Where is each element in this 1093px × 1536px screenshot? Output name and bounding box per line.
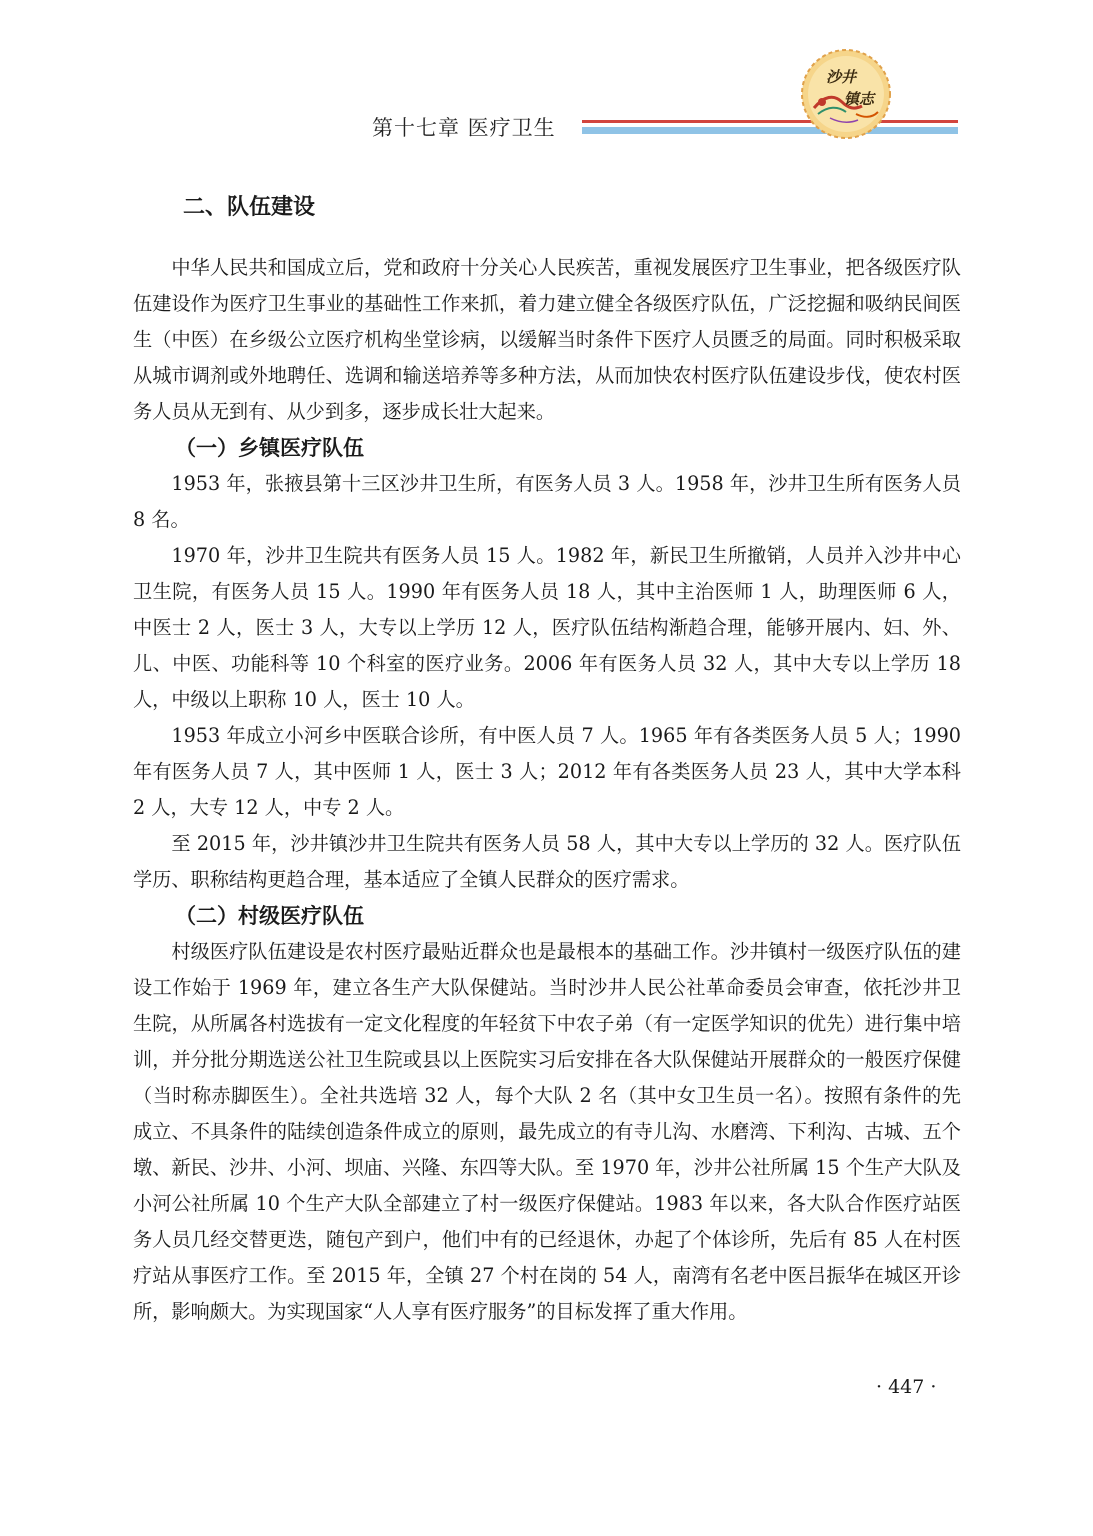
header-rule-blue: [582, 127, 958, 134]
paragraph: 1970 年，沙井卫生院共有医务人员 15 人。1982 年，新民卫生所撤销，人员并入沙井中心卫生院，有医务人员 15 人。1990 年有医务人员 18 人，其中主治医师 1 人，助理医师 6 人，中医士 2 人，医士 3 人，大专以上学历 12 人，医疗队伍结构渐趋合理，能够开展内、妇、外、儿、中医、功能科等 10 个科室的医疗业务。2006 年有医务人员 32 人，其中大专以上学历 18 人，中级以上职称 10 人，医士 10 人。: [133, 544, 961, 711]
seal-text-line1: 沙井: [826, 68, 857, 86]
page-content: [133, 188, 961, 1330]
paragraph: 1953 年，张掖县第十三区沙井卫生所，有医务人员 3 人。1958 年，沙井卫生所有医务人员 8 名。: [133, 472, 961, 531]
section-title: 二、队伍建设: [183, 195, 316, 220]
seal-text: [800, 48, 892, 140]
page-header: [0, 0, 1093, 170]
paragraph: 1953 年成立小河乡中医联合诊所，有中医人员 7 人。1965 年有各类医务人员 5 人；1990 年有医务人员 7 人，其中医师 1 人，医士 3 人；2012 年有各类医务人员 23 人，其中大学本科 2 人，大专 12 人，中专 2 人。: [133, 724, 961, 819]
chapter-title: 第十七章 医疗卫生: [372, 116, 556, 140]
header-rule-red: [582, 120, 958, 123]
page-number: · 447 ·: [876, 1376, 937, 1398]
town-gazette-seal-icon: [800, 48, 892, 140]
section-intro-paragraph: 中华人民共和国成立后，党和政府十分关心人民疾苦，重视发展医疗卫生事业，把各级医疗队伍建设作为医疗卫生事业的基础性工作来抓，着力建立健全各级医疗队伍，广泛挖掘和吸纳民间医生（中医）在乡级公立医疗机构坐堂诊病，以缓解当时条件下医疗人员匮乏的局面。同时积极采取从城市调剂或外地聘任、选调和输送培养等多种方法，从而加快农村医疗队伍建设步伐，使农村医务人员从无到有、从少到多，逐步成长壮大起来。: [133, 256, 961, 423]
paragraph: 至 2015 年，沙井镇沙井卫生院共有医务人员 58 人，其中大专以上学历的 32 人。医疗队伍学历、职称结构更趋合理，基本适应了全镇人民群众的医疗需求。: [133, 832, 961, 891]
subsection-title-township: （一）乡镇医疗队伍: [175, 436, 364, 460]
seal-text-line2: 镇志: [844, 90, 875, 108]
subsection-title-village: （二）村级医疗队伍: [175, 904, 364, 928]
paragraph: 村级医疗队伍建设是农村医疗最贴近群众也是最根本的基础工作。沙井镇村一级医疗队伍的建设工作始于 1969 年，建立各生产大队保健站。当时沙井人民公社革命委员会审查，依托沙井卫生院，从所属各村选拔有一定文化程度的年轻贫下中农子弟（有一定医学知识的优先）进行集中培训，并分批分期选送公社卫生院或县以上医院实习后安排在各大队保健站开展群众的一般医疗保健（当时称赤脚医生）。全社共选培 32 人，每个大队 2 名（其中女卫生员一名）。按照有条件的先成立、不具条件的陆续创造条件成立的原则，最先成立的有寺儿沟、水磨湾、下利沟、古城、五个墩、新民、沙井、小河、坝庙、兴隆、东四等大队。至 1970 年，沙井公社所属 15 个生产大队及小河公社所属 10 个生产大队全部建立了村一级医疗保健站。1983 年以来，各大队合作医疗站医务人员几经交替更迭，随包产到户，他们中有的已经退休，办起了个体诊所，先后有 85 人在村医疗站从事医疗工作。至 2015 年，全镇 27 个村在岗的 54 人，南湾有名老中医吕振华在城区开诊所，影响颇大。为实现国家“人人享有医疗服务”的目标发挥了重大作用。: [133, 940, 961, 1323]
